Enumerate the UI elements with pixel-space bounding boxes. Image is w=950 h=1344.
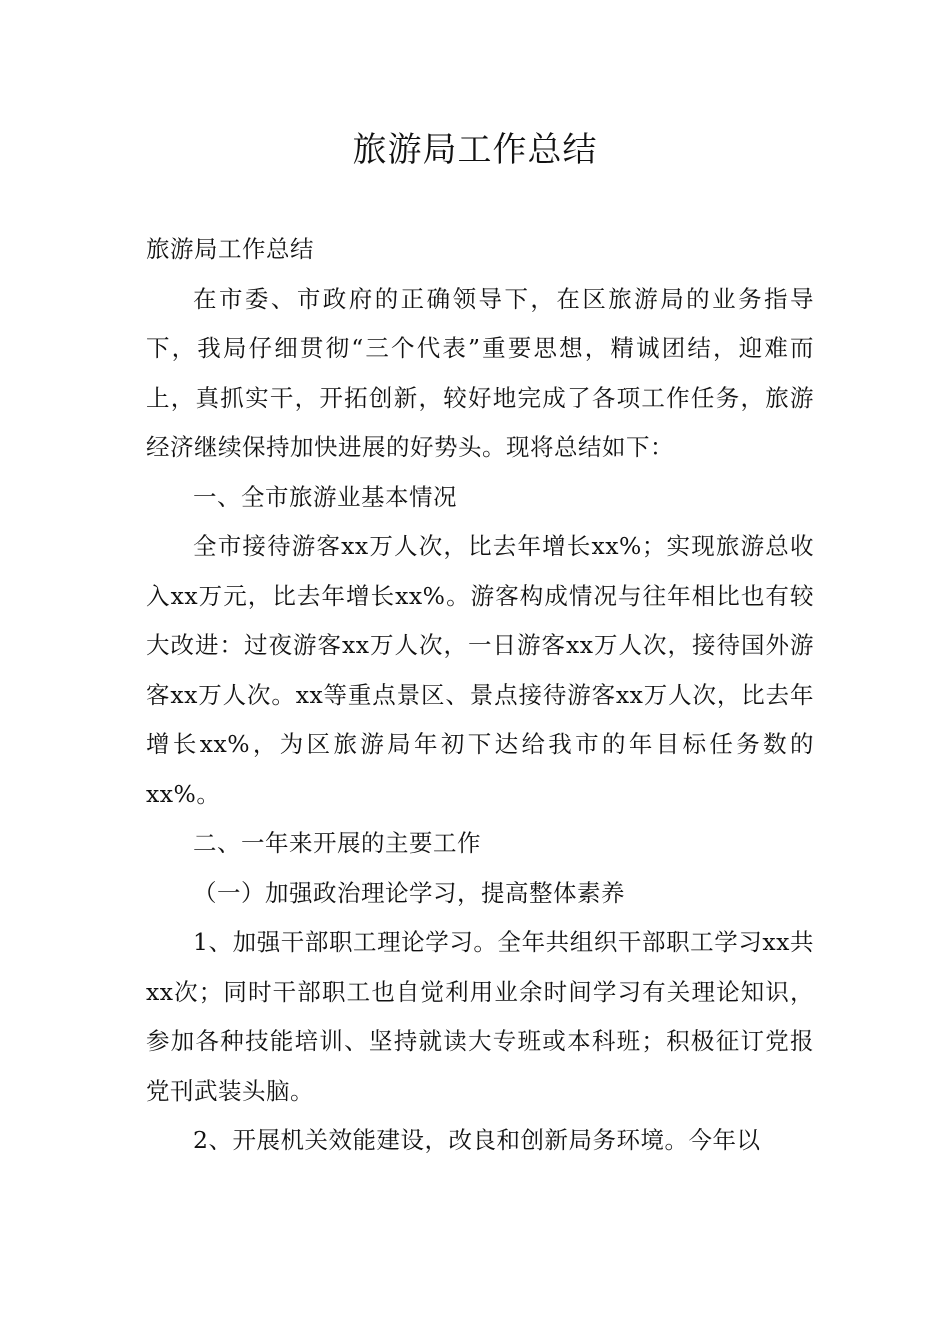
statistics-paragraph: 全市接待游客xx万人次，比去年增长xx%；实现旅游总收入xx万元，比去年增长xx%。游客构成情况与往年相比也有较大改进：过夜游客xx万人次，一日游客xx万人次，接待国外游客xx万人次。xx等重点景区、景点接待游客xx万人次，比去年增长xx%，为区旅游局年初下达给我市的年目标任务数的xx%。 (146, 532, 814, 808)
subsection-heading-1: （一）加强政治理论学习，提高整体素养 (193, 878, 625, 907)
item-paragraph-2: 2、开展机关效能建设，改良和创新局务环境。今年以 (193, 1126, 761, 1154)
document-title: 旅游局工作总结 (352, 130, 598, 170)
document-body (146, 225, 814, 1166)
intro-paragraph: 在市委、市政府的正确领导下，在区旅游局的业务指导下，我局仔细贯彻“三个代表”重要思想，精诚团结，迎难而上，真抓实干，开拓创新，较好地完成了各项工作任务，旅游经济继续保持加快进展的好势头。现将总结如下： (146, 284, 814, 461)
subtitle-paragraph: 旅游局工作总结 (146, 235, 314, 263)
section-heading-1: 一、全市旅游业基本情况 (193, 482, 457, 511)
item-paragraph-1: 1、加强干部职工理论学习。全年共组织干部职工学习xx共xx次；同时干部职工也自觉利用业余时间学习有关理论知识，参加各种技能培训、坚持就读大专班或本科班；积极征订党报党刊武装头脑。 (146, 928, 814, 1105)
section-heading-2: 二、一年来开展的主要工作 (193, 829, 481, 857)
